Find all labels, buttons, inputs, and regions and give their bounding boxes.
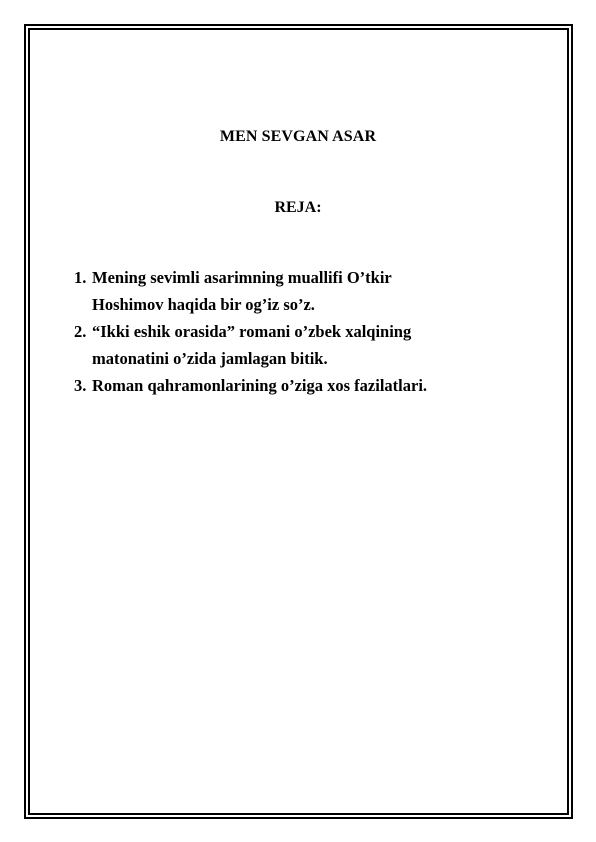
plan-heading: REJA:	[274, 199, 322, 216]
plan-item-1	[74, 264, 534, 318]
plan-list	[74, 264, 534, 399]
plan-item-number: 1.	[74, 268, 87, 287]
plan-item-number: 3.	[74, 376, 87, 395]
plan-item-2	[74, 318, 534, 372]
plan-item-text: “Ikki eshik orasida” romani o’zbek xalqining matonatini o’zida jamlagan bitik.	[92, 322, 412, 368]
plan-item-text: Mening sevimli asarimning muallifi O’tkir Hoshimov haqida bir og’iz so’z.	[92, 268, 392, 314]
plan-item-text: Roman qahramonlarining o’ziga xos fazilatlari.	[92, 376, 428, 395]
page-border-inner	[28, 28, 569, 815]
plan-item-number: 2.	[74, 322, 87, 341]
document-title: MEN SEVGAN ASAR	[219, 128, 377, 145]
plan-item-3	[74, 372, 534, 399]
